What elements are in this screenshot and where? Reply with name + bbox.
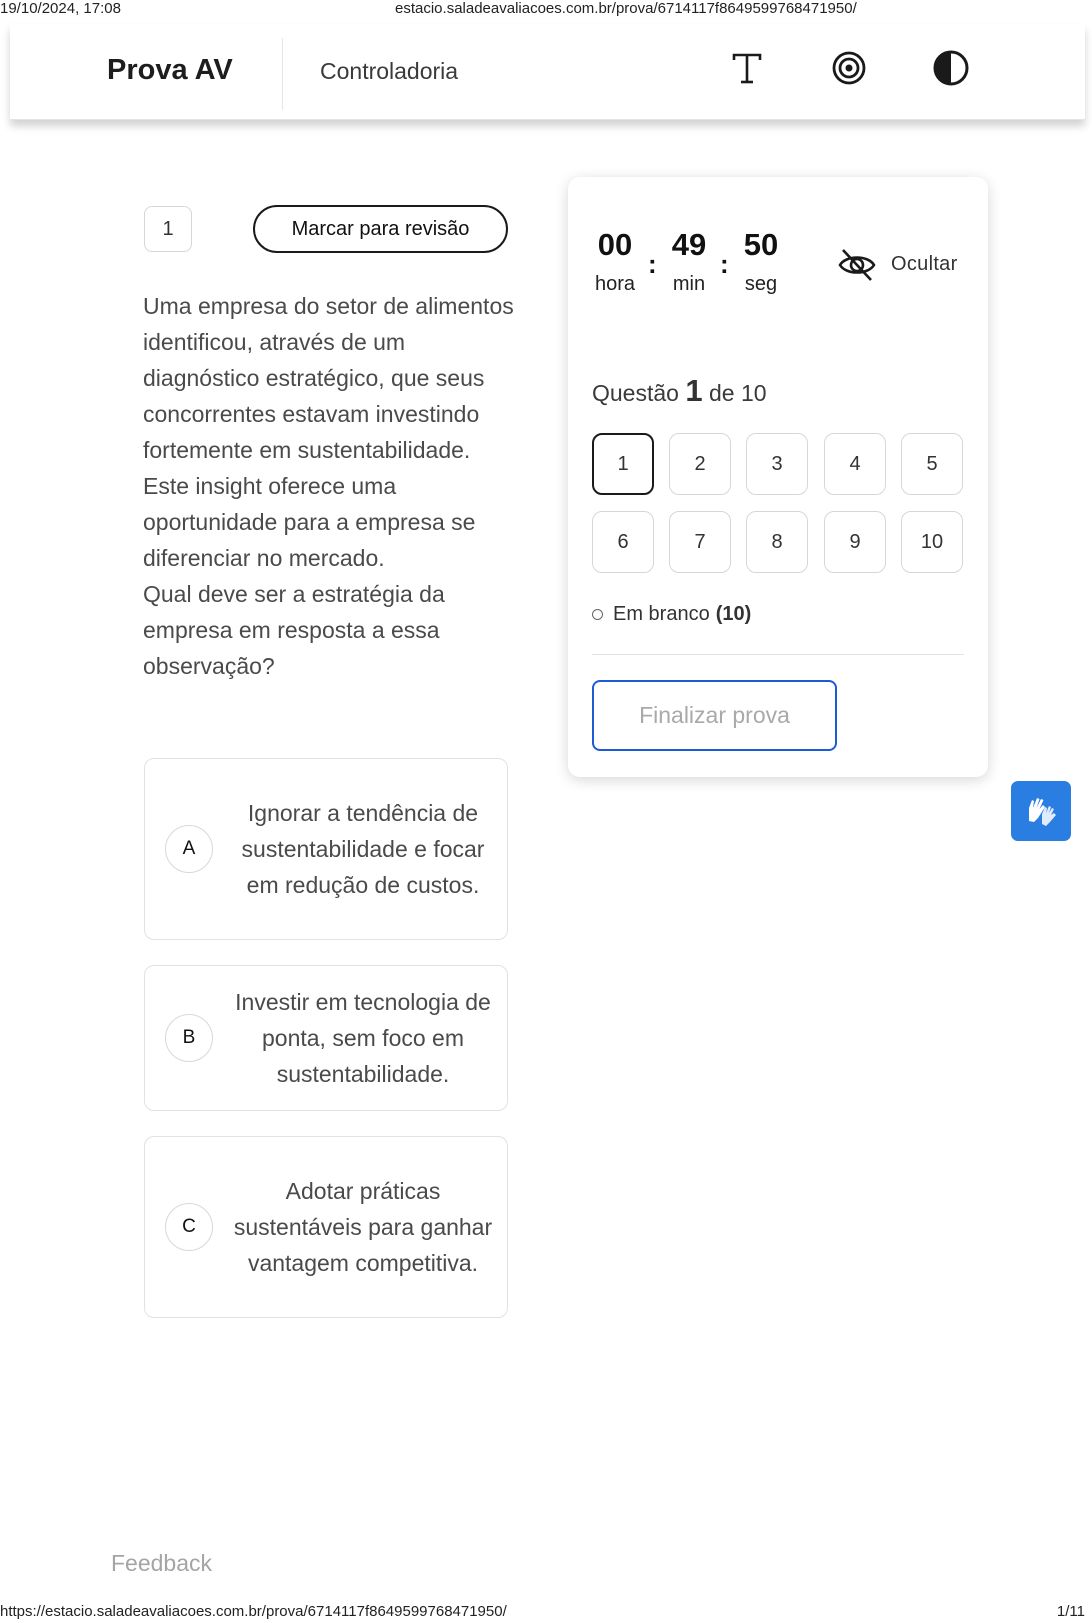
course-name: Controladoria — [320, 58, 459, 84]
timer-separator: : — [720, 249, 729, 279]
question-nav-button[interactable]: 9 — [824, 511, 886, 573]
question-counter-label: Questão — [592, 380, 679, 406]
question-counter — [592, 373, 767, 409]
text-size-icon[interactable] — [727, 48, 767, 88]
finish-exam-button[interactable]: Finalizar prova — [592, 680, 837, 751]
print-page-url: estacio.saladeavaliacoes.com.br/prova/6714117f8649599768471950/ — [395, 0, 857, 17]
question-counter-total: de 10 — [708, 380, 767, 406]
option-letter: A — [165, 825, 213, 873]
blank-circle-icon — [592, 609, 603, 620]
option-letter: C — [165, 1203, 213, 1251]
feedback-link[interactable]: Feedback — [111, 1550, 213, 1576]
timer-seconds-value: 50 — [743, 227, 779, 262]
timer-minutes-value: 49 — [671, 227, 707, 262]
blank-count: (10) — [715, 603, 752, 625]
question-statement — [143, 288, 518, 684]
timer-hours — [590, 227, 640, 296]
question-nav-button[interactable]: 5 — [901, 433, 963, 495]
question-nav-button[interactable]: 7 — [669, 511, 731, 573]
print-page-counter: 1/11 — [1056, 1603, 1085, 1620]
eye-off-icon[interactable] — [837, 245, 877, 285]
question-nav-button[interactable]: 6 — [592, 511, 654, 573]
timer-seconds-label: seg — [744, 273, 778, 295]
question-nav-button[interactable]: 2 — [669, 433, 731, 495]
blank-label: Em branco — [613, 603, 710, 625]
blank-status — [592, 603, 751, 626]
option-text: Investir em tecnologia de ponta, sem foco em sustentabilidade. — [235, 989, 491, 1087]
brand-title: Prova AV — [107, 54, 233, 86]
option-text: Ignorar a tendência de sustentabilidade e focar em redução de custos. — [241, 800, 485, 898]
question-number: 1 — [144, 206, 192, 252]
option-text: Adotar práticas sustentáveis para ganhar vantagem competitiva. — [233, 1178, 493, 1276]
panel-divider — [592, 654, 964, 655]
timer-seconds — [738, 227, 784, 296]
question-prompt: Qual deve ser a estratégia da empresa em resposta a essa observação? — [143, 581, 445, 679]
option-letter: B — [165, 1014, 213, 1062]
timer-minutes-label: min — [672, 273, 706, 295]
question-nav-button[interactable]: 4 — [824, 433, 886, 495]
question-nav-button[interactable]: 8 — [746, 511, 808, 573]
exam-side-panel — [568, 177, 988, 777]
answer-option-b[interactable] — [144, 965, 508, 1111]
timer-hours-value: 00 — [597, 227, 633, 262]
question-nav-button[interactable]: 3 — [746, 433, 808, 495]
target-icon[interactable] — [829, 48, 869, 88]
answer-option-c[interactable] — [144, 1136, 508, 1318]
hide-timer-button[interactable]: Ocultar — [891, 253, 958, 275]
question-nav-button[interactable]: 10 — [901, 511, 963, 573]
question-counter-current: 1 — [685, 373, 703, 408]
mark-for-review-button[interactable]: Marcar para revisão — [253, 205, 508, 253]
sign-language-icon[interactable] — [1011, 781, 1071, 841]
timer-separator: : — [648, 249, 657, 279]
contrast-icon[interactable] — [931, 48, 971, 88]
timer-hours-label: hora — [594, 273, 636, 295]
timer-minutes — [666, 227, 712, 296]
print-datetime: 19/10/2024, 17:08 — [0, 0, 121, 17]
print-footer-url: https://estacio.saladeavaliacoes.com.br/prova/6714117f8649599768471950/ — [0, 1603, 507, 1620]
question-body: Uma empresa do setor de alimentos identificou, através de um diagnóstico estratégico, que seus concorrentes estavam investindo fortemente em sustentabilidade. Este insight oferece uma oportunidade para a empresa se diferenciar no mercado. — [143, 293, 514, 571]
header-divider — [282, 38, 283, 110]
answer-option-a[interactable] — [144, 758, 508, 940]
top-bar — [10, 24, 1085, 120]
question-nav-button[interactable]: 1 — [592, 433, 654, 495]
